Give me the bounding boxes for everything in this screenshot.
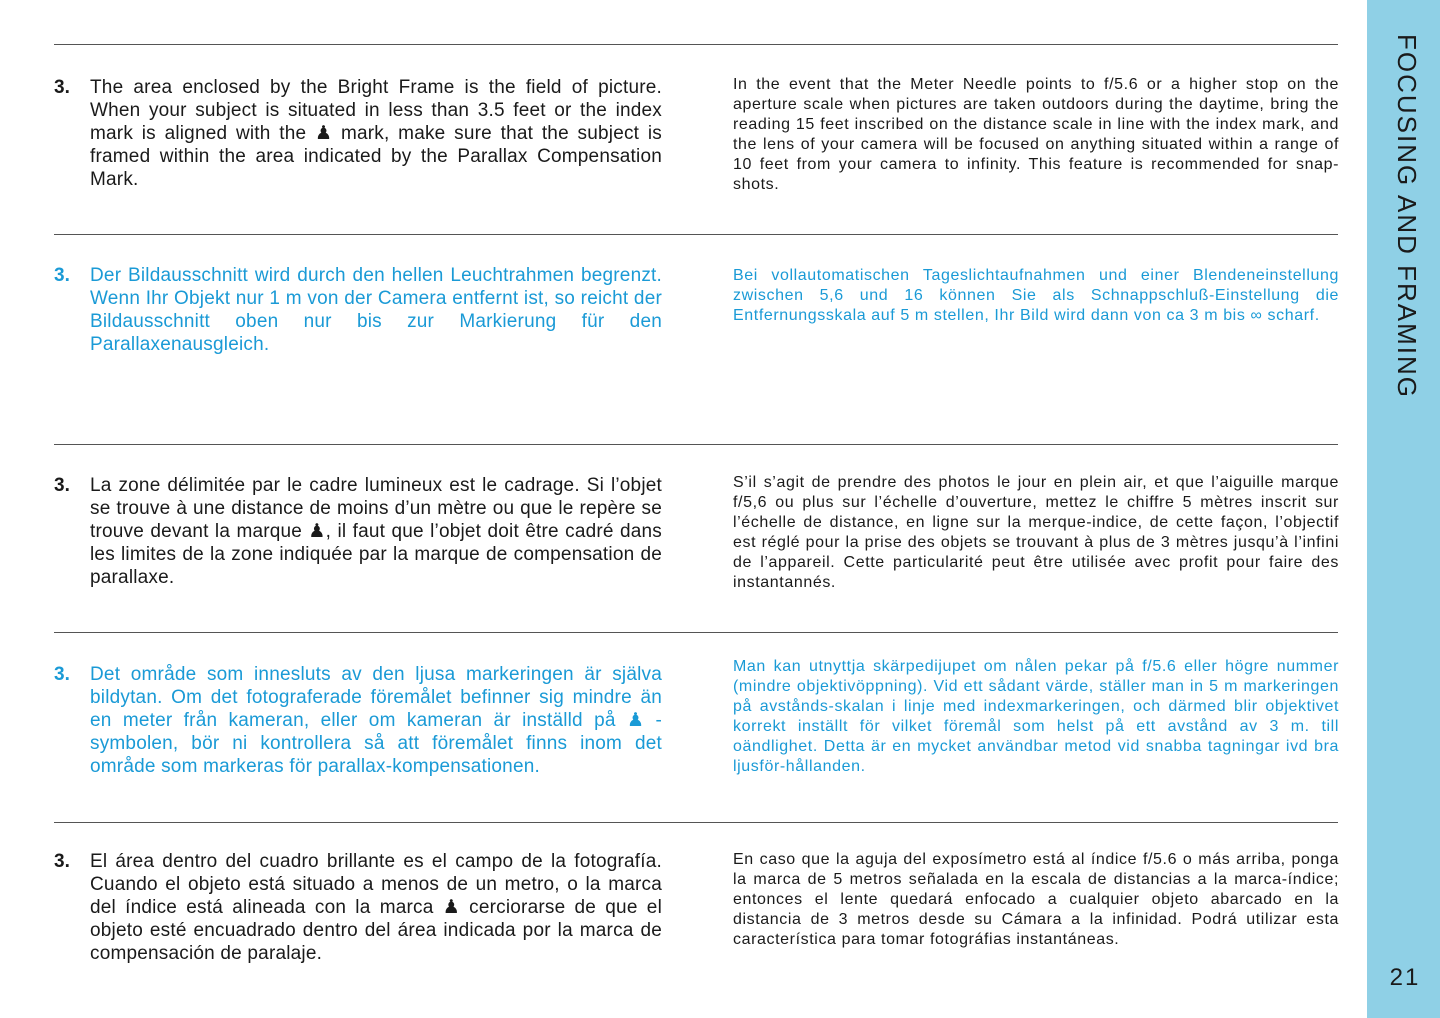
step-number: 3. xyxy=(54,851,70,872)
step-number: 3. xyxy=(54,265,70,286)
divider-rule xyxy=(54,822,1338,823)
section-german-left-text: Der Bildausschnitt wird durch den hellen Leuchtrahmen begrenzt. Wenn Ihr Objekt nur 1 m von der Camera entfernt ist, so reicht der Bildausschnitt oben nur bis zur Markierung für den Parallaxenausgleich. xyxy=(90,265,662,355)
section-spanish-left-text: El área dentro del cuadro brillante es el campo de la fotografía. Cuando el objeto está situado a menos de un metro, o la marca del índice está alineada con la marca ♟ cerciorarse de que el objeto esté encuadrado dentro del área indicada por la marca de compensación de paralaje. xyxy=(90,851,662,964)
divider-rule xyxy=(54,234,1338,235)
section-english-left-text: The area enclosed by the Bright Frame is the field of picture. When your subject is situated in less than 3.5 feet or the index mark is aligned with the ♟ mark, make sure that the subject is framed within the area indicated by the Parallax Compensation Mark. xyxy=(90,77,662,190)
section-german-right-text: Bei vollautomatischen Tageslichtaufnahmen und einer Blendeneinstellung zwischen 5,6 und 16 können Sie als Schnappschluß-Einstellung die Entfernungsskala auf 5 m stellen, Ihr Bild wird dann von ca 3 m bis ∞ scharf. xyxy=(733,267,1339,324)
divider-rule xyxy=(54,444,1338,445)
sidebar-title: FOCUSING AND FRAMING xyxy=(1392,34,1422,400)
section-english-right-text: In the event that the Meter Needle points to f/5.6 or a higher stop on the aperture scale when pictures are taken outdoors during the daytime, bring the reading 15 feet inscribed on the distance scale in line with the index mark, and the lens of your camera will be focused on anything situated within a range of 10 feet from your camera to infinity. This feature is recommended for snap-shots. xyxy=(733,76,1339,193)
step-number: 3. xyxy=(54,664,70,685)
section-french-right-text: S’il s’agit de prendre des photos le jour en plein air, et que l’aiguille marque f/5,6 ou plus sur l’échelle d’ouverture, mettez le chiffre 5 mètres inscrit sur l’échelle de distance, en ligne sur la merque-indice, de cette façon, l’objectif est réglé pour la prise des objets se trouvant à plus de 3 mètres jusqu’à l’infini de l’appareil. Cette particularité peut être utilisée avec profit pour faire des instantannés. xyxy=(733,474,1339,591)
step-number: 3. xyxy=(54,475,70,496)
section-spanish-right-text: En caso que la aguja del exposímetro está al índice f/5.6 o más arriba, ponga la marca de 5 metros señalada en la escala de distancias a la marca-índice; entonces el lente quedará enfocado a cualquier objeto abarcado en la distancia de 3 metros desde su Cámara a la infinidad. Podrá utilizar esta característica para tomar fotográfias instantáneas. xyxy=(733,851,1339,948)
divider-rule xyxy=(54,44,1338,45)
section-french-left-text: La zone délimitée par le cadre lumineux est le cadrage. Si l’objet se trouve à une distance de moins d’un mètre ou que le repère se trouve devant la marque ♟, il faut que l’objet doit être cadré dans les limites de la zone indiquée par la marque de compensation de parallaxe. xyxy=(90,475,662,588)
page-number: 21 xyxy=(1389,964,1421,991)
section-swedish-left-text: Det område som innesluts av den ljusa markeringen är själva bildytan. Om det fotograferade föremålet befinner sig mindre än en meter från kameran, eller om kameran är inställd på ♟ -symbolen, bör ni kontrollera så att föremålet finns inom det område som markeras för parallax-kompensationen. xyxy=(90,664,662,777)
section-swedish-right-text: Man kan utnyttja skärpedijupet om nålen pekar på f/5.6 eller högre nummer (mindre objektivöppning). Vid ett sådant värde, ställer man in 5 m markeringen på avstånds-skalan i linje med indexmarkeringen, och därmed blir objektivet korrekt inställt för vilket föremål som helst på ett avstånd av 3 m. till oändlighet. Detta är en mycket användbar metod vid snabba tagningar ivd bra ljusför-hållanden. xyxy=(733,658,1339,775)
divider-rule xyxy=(54,632,1338,633)
step-number: 3. xyxy=(54,77,70,98)
